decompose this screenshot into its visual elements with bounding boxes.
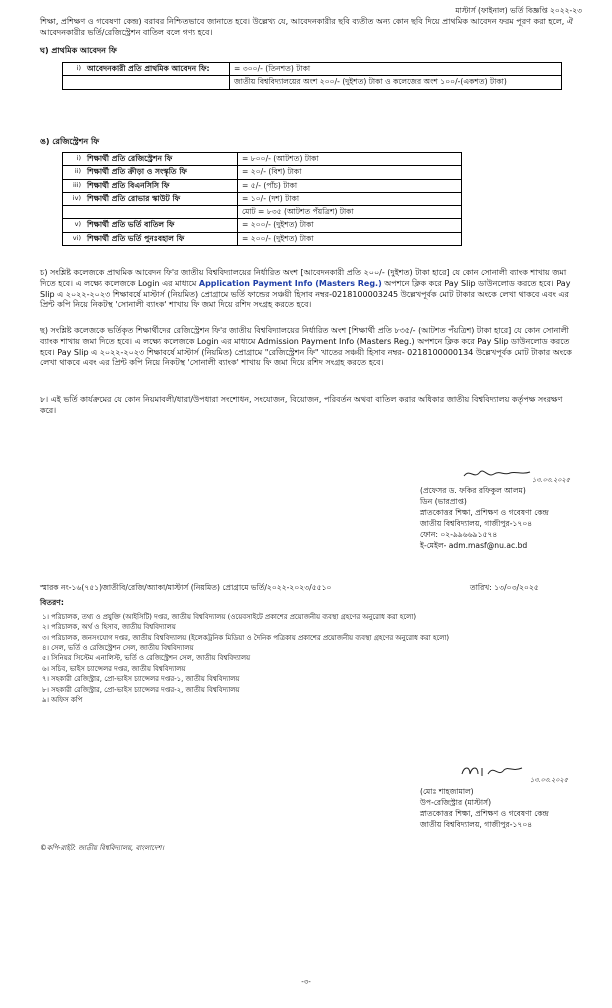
row-label <box>83 76 230 89</box>
signatory-email: ই-মেইল- adm.masf@nu.ac.bd <box>420 541 528 550</box>
intro-paragraph: শিক্ষা, প্রশিক্ষণ ও গবেষণা কেন্দ্র) বরাবর নিশ্চিতভাবে জানাতে হবে। উল্লেখ্য যে, আবেদনকারীর ছবি ব্যতীত অন্য কোন ছবি দিয়ে প্রাথমিক আবেদন ফরম পূরণ করা হলে, ঐ আবেদনকারীর ভর্তি/রেজিস্ট্রেশন বাতিল বলে গণ্য হবে। <box>40 17 574 37</box>
row-number: iv) <box>63 192 84 205</box>
list-item: ৭। সহকারী রেজিস্ট্রার, প্রো-ভাইস চ্যান্সেলর দপ্তর-১, জাতীয় বিশ্ববিদ্যালয় <box>42 675 240 684</box>
row-value: = ২০০/- (দুইশত) টাকা <box>238 219 462 232</box>
list-item: ৪। সেল, ভর্তি ও রেজিস্ট্রেশন সেল, জাতীয় বিশ্ববিদ্যালয় <box>42 644 194 653</box>
row-number: iii) <box>63 179 84 192</box>
row-value: = ১০/- (দশ) টাকা <box>238 192 462 205</box>
row-number: i) <box>63 63 84 76</box>
table-row <box>63 192 462 205</box>
signatory-title: ডিন (ভারপ্রাপ্ত) <box>420 497 467 506</box>
row-label <box>83 206 238 219</box>
row-number <box>63 76 84 89</box>
table-row <box>63 232 462 245</box>
row-value: জাতীয় বিশ্ববিদ্যালয়ের অংশ ২০০/- (দুইশত) টাকা ও কলেজের অংশ ১০০/-(একশত) টাকা) <box>230 76 562 89</box>
row-number <box>63 206 84 219</box>
table-row <box>63 153 462 166</box>
row-number: ii) <box>63 166 84 179</box>
application-fee-table <box>62 62 562 90</box>
row-value: = ৮০০/- (আটশত) টাকা <box>238 153 462 166</box>
application-payment-info-option: Application Payment Info (Masters Reg.) <box>198 278 382 288</box>
signatory-org: জাতীয় বিশ্ববিদ্যালয়, গাজীপুর-১৭০৪ <box>420 519 533 528</box>
signature-deputy-date: ১৩.০৩.২০২৫ <box>530 776 568 784</box>
list-item: ২। পরিচালক, অর্থ ও হিসাব, জাতীয় বিশ্ববিদ্যালয় <box>42 623 176 632</box>
signatory-name: (মোঃ শাহজামাল) <box>420 787 474 796</box>
signatory-dept: স্নাতকোত্তর শিক্ষা, প্রশিক্ষণ ও গবেষণা কেন্দ্র <box>420 508 549 517</box>
row-label: শিক্ষার্থী প্রতি ক্রীড়া ও সংস্কৃতি ফি <box>83 166 238 179</box>
row-label: শিক্ষার্থী প্রতি রেজিস্ট্রেশন ফি <box>83 153 238 166</box>
memo-date: তারিখ: ১৩/০৩/২০২৫ <box>470 583 539 592</box>
signature-deputy-scribble <box>458 760 528 782</box>
list-item: ৮। সহকারী রেজিস্ট্রার, প্রো-ভাইস চ্যান্সেলর দপ্তর-২, জাতীয় বিশ্ববিদ্যালয় <box>42 685 240 694</box>
signatory-title: উপ-রেজিস্ট্রার (মাস্টার্স) <box>420 798 492 807</box>
paragraph-cha-part2: অপশনে ক্লিক করে Pay Slip ডাউনলোড করতে হবে। Pay Slip এ ২০২২-২০২৩ শিক্ষাবর্ষে মাস্টার্স (নিয়মিত) প্রোগ্রামে ভর্তি ফান্ডের সঞ্চয়ী হিসাব নম্বর-0218100003245 উল্লেখপূর্বক মোট টাকার অংকে লেখা থাকবে এবং এর প্রিন্ট কপি নিয়ে নিকটস্থ 'সোনালী ব্যাংক' শাখায় ফি জমা দিয়ে রশিদ সংগ্রহ করতে হবে। <box>40 278 571 310</box>
copyright-note: ©কপি-রাইট: জাতীয় বিশ্ববিদ্যালয়, বাংলাদেশ। <box>40 844 164 852</box>
paragraph-cha <box>40 268 580 311</box>
signatory-phone: ফোন: ০২-৯৯৬৬৯১৫৭৪ <box>420 530 498 539</box>
signature-dean <box>462 466 532 486</box>
paragraph-8: ৮। এই ভর্তি কার্যক্রমের যে কোন নিয়মাবলী/ধারা/উপধারা সংশোধন, সংযোজন, বিয়োজন, পরিবর্তন অথবা বাতিল করার অধিকার জাতীয় বিশ্ববিদ্যালয় কর্তৃপক্ষ সংরক্ষণ করে। <box>40 395 563 415</box>
row-number: vi) <box>63 232 84 245</box>
registration-fee-table <box>62 152 462 246</box>
signature-dean-date: ১৩.০৩.২০২৫ <box>532 476 570 484</box>
list-item: ৬। সচিব, ভাইস চ্যান্সেলর দপ্তর, জাতীয় বিশ্ববিদ্যালয় <box>42 664 186 673</box>
signature-dean-scribble <box>462 466 532 482</box>
row-total: মোট = ৮৩৫ (আটশত পঁয়ত্রিশ) টাকা <box>238 206 462 219</box>
section-ung-label: ঙ) রেজিস্ট্রেশন ফি <box>40 137 100 146</box>
signature-deputy-registrar <box>458 760 528 786</box>
table-row <box>63 206 462 219</box>
row-value: = ৫/- (পাঁচ) টাকা <box>238 179 462 192</box>
document-header: মাস্টার্স (ফাইনাল) ভর্তি বিজ্ঞপ্তি ২০২২-২৩ <box>455 6 582 15</box>
signatory-org: জাতীয় বিশ্ববিদ্যালয়, গাজীপুর-১৭০৪ <box>420 820 533 829</box>
list-item: ৫। সিনিয়র সিস্টেম এনালিস্ট, ভর্তি ও রেজিস্ট্রেশন সেল, জাতীয় বিশ্ববিদ্যালয় <box>42 654 251 663</box>
row-number: v) <box>63 219 84 232</box>
list-item: ৩। পরিচালক, জনসংযোগ দপ্তর, জাতীয় বিশ্ববিদ্যালয় (ইলেকট্রনিক মিডিয়া ও দৈনিক পত্রিকায় প্রকাশের প্রয়োজনীয় ব্যবস্থা গ্রহণের অনুরোধ করা হলো) <box>42 633 450 642</box>
table-row <box>63 179 462 192</box>
page-number: -৩- <box>301 978 311 986</box>
paragraph-chha: ছ) সংশ্লিষ্ট কলেজকে ভর্তিকৃত শিক্ষার্থীদের রেজিস্ট্রেশন ফি'র জাতীয় বিশ্ববিদ্যালয়ের নির্ধারিত অংশ [শিক্ষার্থী প্রতি ৮৩৫/- (আটশত পঁয়ত্রিশ) টাকা হারে] যে কোন সোনালী ব্যাংক শাখায় জমা দিতে হবে। এ লক্ষ্যে কলেজকে Login এর মাধ্যমে Admission Payment Info (Masters Reg.) অপশনে ক্লিক করে Pay Slip ডাউনলোড করতে হবে। Pay Slip এ ২০২২-২০২৩ শিক্ষাবর্ষে মাস্টার্স (নিয়মিত) প্রোগ্রামে "রেজিস্ট্রেশন ফি" খাতের সঞ্চয়ী হিসাব নম্বর- 0218100000134 উল্লেখপূর্বক মোট টাকার অংকে লেখা থাকবে এবং এর প্রিন্ট কপি নিয়ে নিকটস্থ 'সোনালী ব্যাংক' শাখায় ফি জমা দিয়ে রশিদ সংগ্রহ করতে হবে। <box>40 326 572 368</box>
memo-reference: স্মারক নং-১৬(৭৫১)জাতীবি/রেজি/অ্যাকা/মাস্টার্স (নিয়মিত) প্রোগ্রামে ভর্তি/২০২২-২০২৩/৫৫১০ <box>40 583 332 592</box>
table-row <box>63 76 562 89</box>
paragraph-cha-part1: চ) সংশ্লিষ্ট কলেজকে প্রাথমিক আবেদন ফি'র জাতীয় বিশ্ববিদ্যালয়ের নির্ধারিত অংশ [আবেদনকারী প্রতি ২০০/- (দুইশত) টাকা হারে] যে কোন সোনালী ব্যাংক শাখায় জমা দিতে হবে। এ লক্ষ্যে কলেজকে Login এর মাধ্যমে <box>40 268 567 288</box>
signatory-dean-block <box>420 485 549 551</box>
list-item: ১। পরিচালক, তথ্য ও প্রযুক্তি (আইসিটি) দপ্তর, জাতীয় বিশ্ববিদ্যালয় (ওয়েবসাইটে প্রকাশের প্রয়োজনীয় ব্যবস্থা গ্রহণের অনুরোধ করা হলো) <box>42 613 417 621</box>
section-gha-label: ঘ) প্রাথমিক আবেদন ফি <box>40 46 117 55</box>
row-value: = ৩০০/- (তিনশত) টাকা <box>230 63 562 76</box>
row-label: আবেদনকারী প্রতি প্রাথমিক আবেদন ফি: <box>83 63 230 76</box>
row-label: শিক্ষার্থী প্রতি ভর্তি পুনঃবহাল ফি <box>83 232 238 245</box>
row-label: শিক্ষার্থী প্রতি রোভার স্কাউট ফি <box>83 192 238 205</box>
signatory-dept: স্নাতকোত্তর শিক্ষা, প্রশিক্ষণ ও গবেষণা কেন্দ্র <box>420 809 549 818</box>
row-label: শিক্ষার্থী প্রতি বিএনসিসি ফি <box>83 179 238 192</box>
row-number: i) <box>63 153 84 166</box>
table-row <box>63 166 462 179</box>
table-row <box>63 63 562 76</box>
signatory-deputy-block <box>420 786 549 830</box>
list-item: ৯। অফিস কপি <box>42 695 83 704</box>
table-row <box>63 219 462 232</box>
row-value: = ২০০/- (দুইশত) টাকা <box>238 232 462 245</box>
signatory-name: (প্রফেসর ড. ফকির রফিকুল আলম) <box>420 486 526 495</box>
row-label: শিক্ষার্থী প্রতি ভর্তি বাতিল ফি <box>83 219 238 232</box>
distribution-heading: বিতরণ: <box>40 598 64 607</box>
row-value: = ২০/- (বিশ) টাকা <box>238 166 462 179</box>
distribution-list <box>42 612 449 705</box>
